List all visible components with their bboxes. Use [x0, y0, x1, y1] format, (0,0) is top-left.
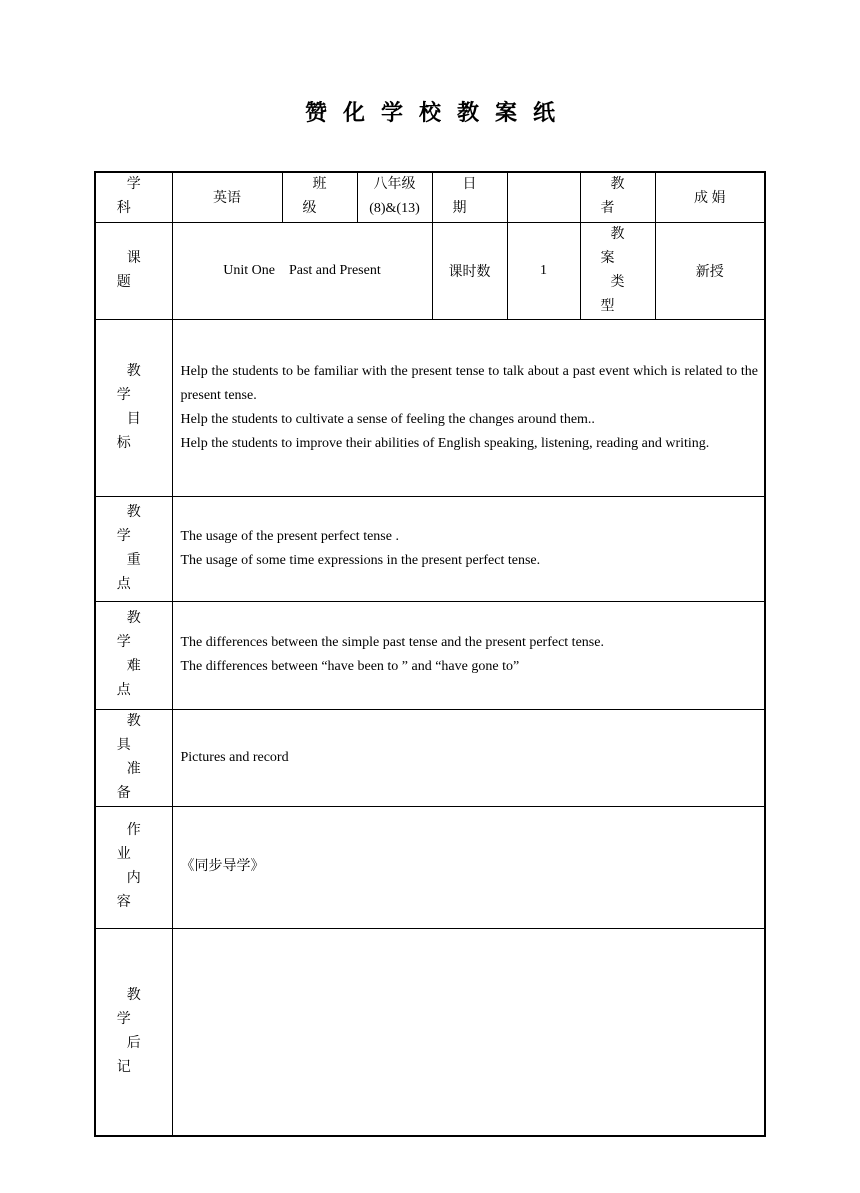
- difficulties-label-line1: 教学: [116, 611, 161, 650]
- key-point-item: The usage of the present perfect tense .: [180, 528, 399, 544]
- difficulties-row: [95, 601, 765, 709]
- date-label: 日期: [432, 172, 507, 222]
- difficulties-label: [95, 601, 172, 709]
- key-points-content: [172, 496, 765, 601]
- class-label: 班级: [282, 172, 357, 222]
- homework-content: 《同步导学》: [172, 806, 765, 928]
- subject-value: 英语: [172, 172, 282, 222]
- reflection-label: [95, 928, 172, 1136]
- reflection-label-line1: 教学: [116, 987, 161, 1027]
- class-value: [357, 172, 432, 222]
- objective-item: Help the students to be familiar with the present tense to talk about a past event which is related to the present tense.: [180, 363, 758, 403]
- objectives-label: [95, 319, 172, 496]
- objectives-content: [172, 319, 765, 496]
- homework-label-line2: 内容: [116, 871, 161, 910]
- lesson-plan-table: [94, 171, 766, 1137]
- key-points-label-line1: 教学: [116, 504, 161, 544]
- reflection-label-line2: 后记: [116, 1035, 161, 1075]
- page-title: 赞化学校教案纸: [304, 100, 571, 125]
- aids-label-line1: 教具: [116, 713, 161, 753]
- aids-row: [95, 709, 765, 806]
- teacher-value: 成 娟: [655, 172, 765, 222]
- difficulty-item: The differences between “have been to ” and “have gone to”: [180, 659, 520, 674]
- date-value: [507, 172, 580, 222]
- difficulties-label-line2: 难点: [116, 659, 161, 698]
- homework-row: [95, 806, 765, 928]
- homework-label-line1: 作业: [116, 823, 161, 862]
- plan-type-label-line2: 类型: [600, 274, 645, 314]
- plan-type-label: [580, 222, 655, 319]
- hours-label: 课时数: [432, 222, 507, 319]
- header-row: [95, 172, 765, 222]
- homework-label: [95, 806, 172, 928]
- topic-value: Unit One Past and Present: [172, 222, 432, 319]
- hours-value: 1: [507, 222, 580, 319]
- reflection-content: [172, 928, 765, 1136]
- objectives-row: [95, 319, 765, 496]
- teacher-label: 教者: [580, 172, 655, 222]
- key-point-item: The usage of some time expressions in the present perfect tense.: [180, 552, 541, 568]
- difficulty-item: The differences between the simple past tense and the present perfect tense.: [180, 635, 604, 650]
- key-points-label: [95, 496, 172, 601]
- difficulties-content: [172, 601, 765, 709]
- objective-item: Help the students to improve their abilities of English speaking, listening, reading and writing.: [180, 435, 710, 451]
- key-points-label-line2: 重点: [116, 552, 161, 592]
- objective-item: Help the students to cultivate a sense of feeling the changes around them..: [180, 411, 595, 427]
- plan-type-value: 新授: [655, 222, 765, 319]
- reflection-row: [95, 928, 765, 1136]
- objectives-label-line1: 教学: [116, 363, 161, 403]
- aids-label-line2: 准备: [116, 761, 161, 801]
- aids-label: [95, 709, 172, 806]
- topic-label: 课题: [95, 222, 172, 319]
- class-value-grade: 八年级: [373, 177, 416, 193]
- aids-content: Pictures and record: [172, 709, 765, 806]
- topic-row: [95, 222, 765, 319]
- subject-label: 学科: [95, 172, 172, 222]
- plan-type-label-line1: 教案: [600, 226, 645, 266]
- class-value-classes: (8)&(13): [369, 201, 420, 217]
- objectives-label-line2: 目标: [116, 411, 161, 451]
- key-points-row: [95, 496, 765, 601]
